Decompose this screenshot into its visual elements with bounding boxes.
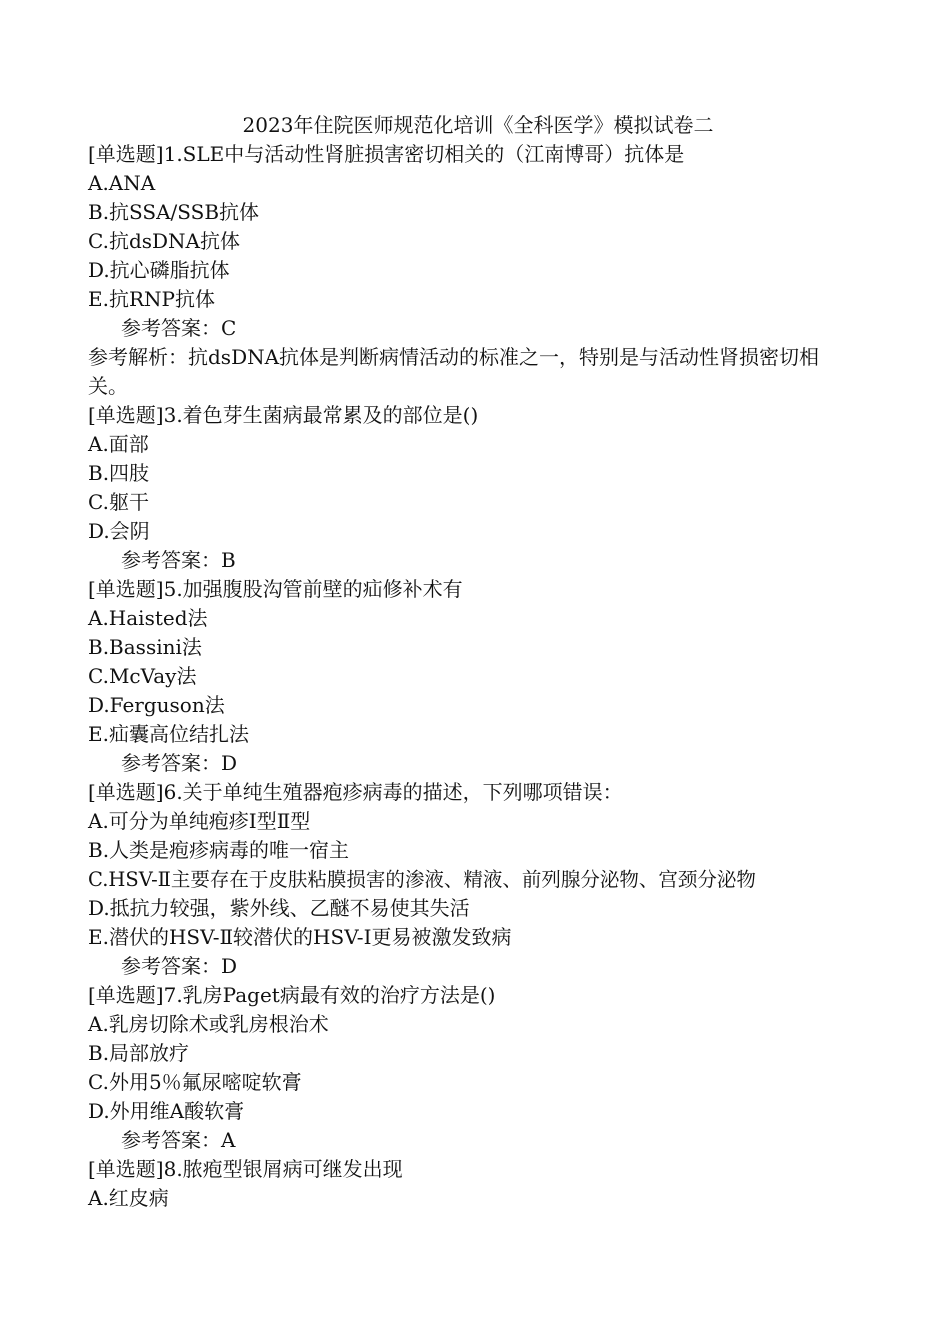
question-3-stem: [单选题]3.着色芽生菌病最常累及的部位是() (88, 403, 479, 427)
question-6-option-b: B.人类是疱疹病毒的唯一宿主 (88, 838, 350, 862)
question-5-option-e: E.疝囊高位结扎法 (88, 722, 249, 746)
question-7-answer: 参考答案：A (121, 1128, 236, 1152)
question-7-option-d: D.外用维A酸软膏 (88, 1099, 245, 1123)
question-7-stem: [单选题]7.乳房Paget病最有效的治疗方法是() (88, 983, 496, 1007)
question-8-option-a: A.红皮病 (88, 1186, 169, 1210)
question-1-option-a: A.ANA (88, 171, 156, 195)
question-6-option-d: D.抵抗力较强，紫外线、乙醚不易使其失活 (88, 896, 470, 920)
question-5-answer: 参考答案：D (121, 751, 238, 775)
question-6-option-a: A.可分为单纯疱疹Ⅰ型Ⅱ型 (88, 809, 311, 833)
question-1-option-e: E.抗RNP抗体 (88, 287, 215, 311)
question-3-answer: 参考答案：B (121, 548, 236, 572)
question-5-option-a: A.Haisted法 (88, 606, 208, 630)
question-3-option-d: D.会阴 (88, 519, 150, 543)
question-1-analysis: 参考解析：抗dsDNA抗体是判断病情活动的标准之一，特别是与活动性肾损密切相关。 (88, 345, 820, 398)
question-3-option-c: C.躯干 (88, 490, 149, 514)
question-5-option-d: D.Ferguson法 (88, 693, 225, 717)
question-8-stem: [单选题]8.脓疱型银屑病可继发出现 (88, 1157, 403, 1181)
question-3-option-b: B.四肢 (88, 461, 150, 485)
document-title: 2023年住院医师规范化培训《全科医学》模拟试卷二 (242, 113, 714, 137)
question-7-option-c: C.外用5％氟尿嘧啶软膏 (88, 1070, 302, 1094)
question-5-option-b: B.Bassini法 (88, 635, 202, 659)
question-1-stem: [单选题]1.SLE中与活动性肾脏损害密切相关的（江南博哥）抗体是 (88, 142, 685, 166)
question-3-option-a: A.面部 (88, 432, 149, 456)
question-6-option-c: C.HSV-Ⅱ主要存在于皮肤粘膜损害的渗液、精液、前列腺分泌物、宫颈分泌物 (88, 868, 756, 891)
question-6-option-e: E.潜伏的HSV-Ⅱ较潜伏的HSV-I更易被激发致病 (88, 925, 512, 949)
question-1-option-b: B.抗SSA/SSB抗体 (88, 200, 260, 224)
question-6-answer: 参考答案：D (121, 954, 238, 978)
question-1-option-c: C.抗dsDNA抗体 (88, 229, 240, 253)
document-page (88, 111, 868, 1213)
question-1-option-d: D.抗心磷脂抗体 (88, 258, 230, 282)
question-7-option-b: B.局部放疗 (88, 1041, 190, 1065)
question-5-option-c: C.McVay法 (88, 664, 197, 688)
question-7-option-a: A.乳房切除术或乳房根治术 (88, 1012, 329, 1036)
question-5-stem: [单选题]5.加强腹股沟管前壁的疝修补术有 (88, 577, 463, 601)
question-1-answer: 参考答案：C (121, 316, 237, 340)
question-6-stem: [单选题]6.关于单纯生殖器疱疹病毒的描述，下列哪项错误： (88, 780, 623, 804)
